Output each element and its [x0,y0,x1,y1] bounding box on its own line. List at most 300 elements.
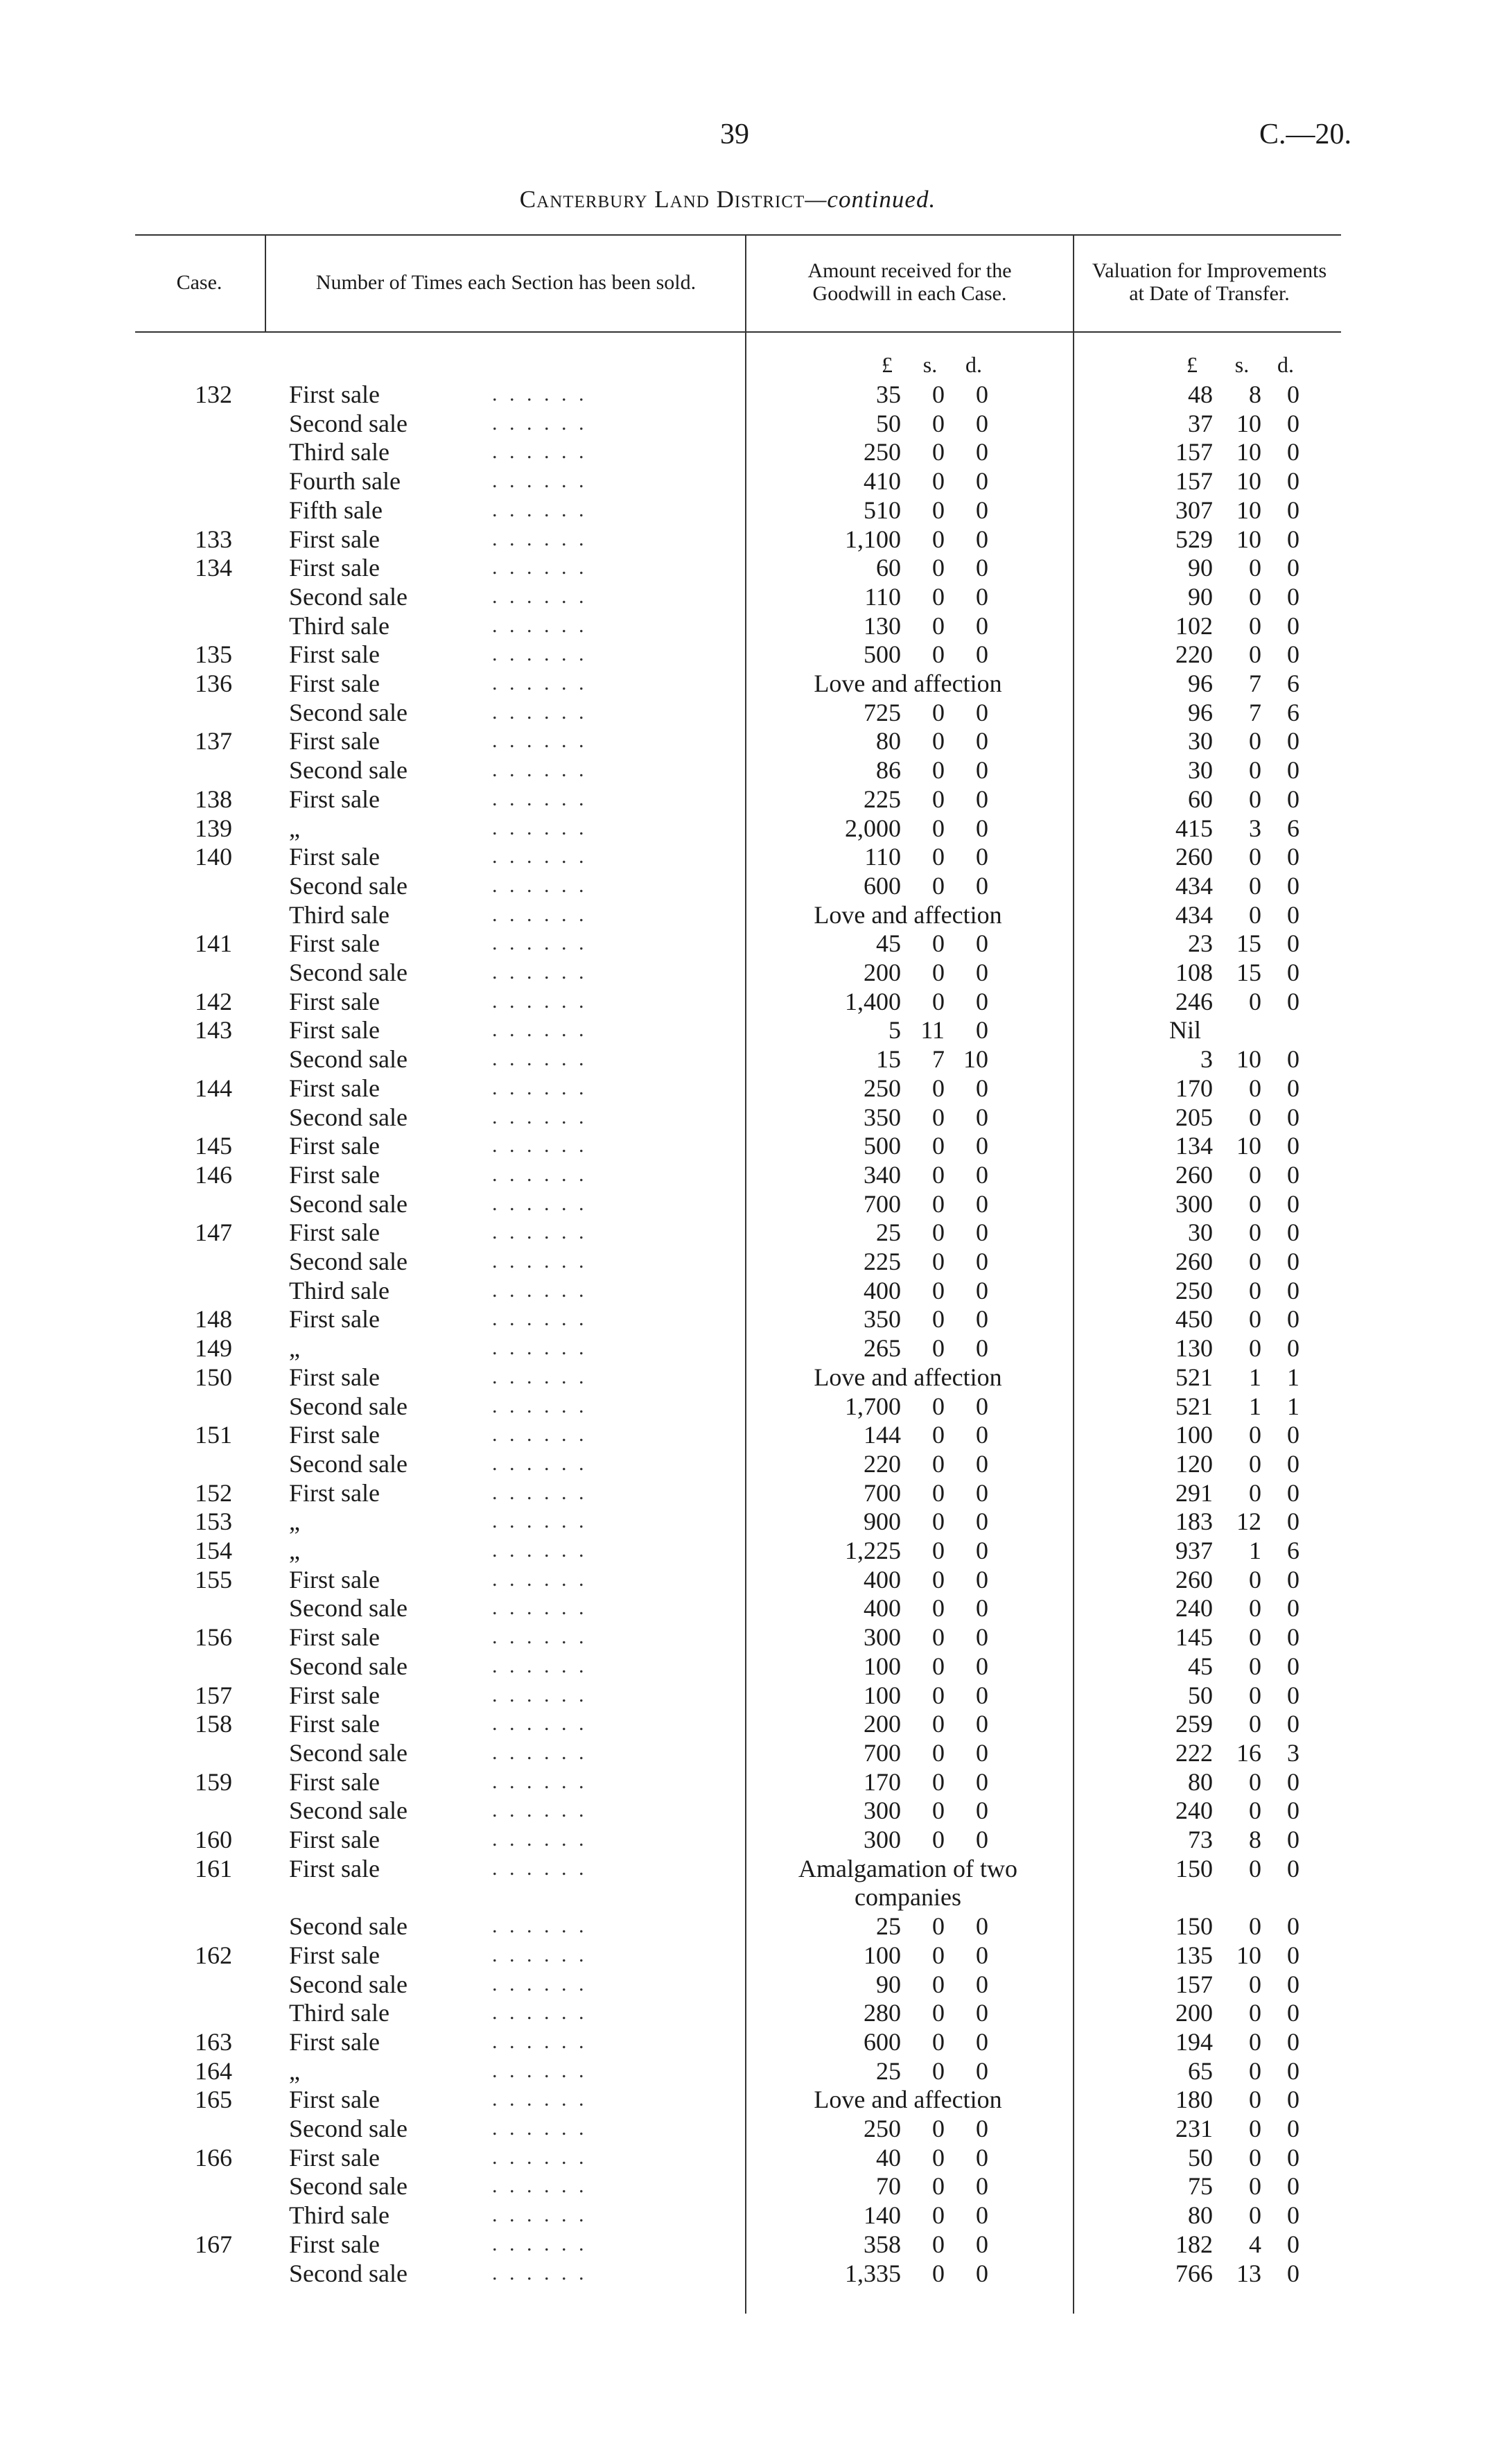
valuation-pence: 0 [1287,2115,1299,2142]
leader-dots: . . . . . . [492,903,588,926]
table-row [0,1593,1506,1623]
amount-pence: 0 [976,785,988,813]
amount-shillings: 0 [932,872,945,900]
valuation-pence: 6 [1287,1537,1299,1564]
amount-pence: 0 [976,467,988,495]
leader-dots: . . . . . . [492,2262,588,2284]
valuation-shillings: 0 [1249,1681,1261,1709]
valuation-shillings: 0 [1249,2086,1261,2113]
amount-pence: 0 [976,1537,988,1564]
valuation-pence: 0 [1287,1999,1299,2027]
leader-dots: . . . . . . [492,2146,588,2169]
valuation-shillings: 0 [1249,2028,1261,2056]
valuation-shillings: 10 [1236,1941,1261,1969]
valuation-shillings: 0 [1249,583,1261,611]
valuation-shillings: 0 [1249,612,1261,640]
amount-text: Love and affection [814,1363,1002,1391]
sale-label: Third sale [289,1999,389,2027]
amount-shillings: 0 [932,467,945,495]
sale-label: First sale [289,1016,380,1044]
amount-pounds: 1,335 [845,2260,901,2287]
leader-dots: . . . . . . [492,1914,588,1937]
amount-pence: 0 [976,583,988,611]
valuation-pounds: 3 [1200,1045,1213,1073]
valuation-pounds: 102 [1175,612,1213,640]
table-row [0,380,1506,409]
case-number: 133 [195,525,232,553]
amount-pence: 0 [976,1479,988,1507]
sale-label: Second sale [289,1103,408,1131]
valuation-pounds-unit: £ [1187,352,1198,377]
sale-label: First sale [289,2230,380,2258]
amount-pounds: 400 [864,1566,901,1593]
valuation-pounds: 170 [1175,1074,1213,1102]
valuation-pence: 1 [1287,1392,1299,1420]
leader-dots: . . . . . . [492,1596,588,1619]
sale-label: Second sale [289,699,408,726]
page-number: 39 [720,119,749,150]
leader-dots: . . . . . . [492,787,588,810]
valuation-shillings: 0 [1249,727,1261,755]
valuation-shillings: 0 [1249,1421,1261,1449]
table-row [0,1131,1506,1160]
table-row [0,958,1506,987]
table-row [0,496,1506,525]
table-row [0,466,1506,496]
valuation-pounds: 135 [1175,1941,1213,1969]
case-number: 155 [195,1566,232,1593]
amount-pounds: 410 [864,467,901,495]
amount-pence: 0 [976,1941,988,1969]
valuation-pounds: 37 [1188,410,1213,437]
leader-dots: . . . . . . [492,845,588,868]
amount-pence: 0 [976,2201,988,2229]
case-number: 167 [195,2230,232,2258]
sale-label: Third sale [289,438,389,466]
table-row [0,1218,1506,1247]
valuation-shillings: 0 [1249,1652,1261,1680]
valuation-pounds: 200 [1175,1999,1213,2027]
amount-pence: 0 [976,1797,988,1824]
amount-pounds: 100 [864,1941,901,1969]
amount-pence: 0 [976,1074,988,1102]
amount-pence: 0 [976,1710,988,1738]
table-row [0,1854,1506,1883]
valuation-shillings: 1 [1249,1392,1261,1420]
table-row [0,755,1506,785]
sale-label: First sale [289,1566,380,1593]
amount-pence: 0 [976,1652,988,1680]
sale-label: First sale [289,1941,380,1969]
amount-pounds: 700 [864,1190,901,1218]
valuation-pence: 0 [1287,1103,1299,1131]
leader-dots: . . . . . . [492,1163,588,1186]
leader-dots: . . . . . . [492,1539,588,1562]
valuation-shillings: 0 [1249,1161,1261,1189]
table-row [0,2201,1506,2230]
valuation-pence: 0 [1287,554,1299,582]
case-number: 138 [195,785,232,813]
leader-dots: . . . . . . [492,2001,588,2024]
valuation-shillings: 4 [1249,2230,1261,2258]
sale-label: Second sale [289,756,408,784]
amount-pounds: 220 [864,1450,901,1478]
table-row [0,1304,1506,1334]
amount-pounds: 280 [864,1999,901,2027]
amount-shillings: 0 [932,1594,945,1622]
table-row [0,553,1506,582]
table-row [0,1363,1506,1392]
case-number: 159 [195,1768,232,1796]
case-number: 148 [195,1305,232,1333]
amount-pounds: 250 [864,2115,901,2142]
valuation-shillings: 15 [1236,959,1261,986]
valuation-pounds: 48 [1188,381,1213,408]
valuation-pence: 0 [1287,640,1299,668]
valuation-pounds: 96 [1188,699,1213,726]
amount-pounds: 358 [864,2230,901,2258]
amount-pence: 0 [976,1450,988,1478]
leader-dots: . . . . . . [492,556,588,579]
valuation-pounds: 246 [1175,988,1213,1015]
amount-pence: 0 [976,1508,988,1535]
leader-dots: . . . . . . [492,1828,588,1851]
sale-label: „ [289,1508,300,1535]
valuation-shillings: 13 [1236,2260,1261,2287]
valuation-shillings: 16 [1236,1739,1261,1767]
amount-shillings: 0 [932,756,945,784]
table-row [0,1420,1506,1449]
table-row [0,1623,1506,1652]
leader-dots: . . . . . . [492,2088,588,2111]
valuation-pounds: 220 [1175,640,1213,668]
table-row [0,900,1506,929]
valuation-shillings: 0 [1249,1305,1261,1333]
amount-shillings: 0 [932,988,945,1015]
case-number: 142 [195,988,232,1015]
amount-pence: 0 [976,1566,988,1593]
valuation-shillings: 0 [1249,1334,1261,1362]
amount-pounds: 90 [876,1971,901,1998]
sale-label: Second sale [289,1739,408,1767]
valuation-shillings: 0 [1249,1768,1261,1796]
amount-shillings: 0 [932,1277,945,1304]
table-row [0,1796,1506,1825]
sale-label: First sale [289,1161,380,1189]
amount-pounds: 900 [864,1508,901,1535]
leader-dots: . . . . . . [492,2174,588,2197]
sale-label: Second sale [289,1392,408,1420]
amount-pounds: 500 [864,640,901,668]
amount-pounds: 170 [864,1768,901,1796]
valuation-pounds: 222 [1175,1739,1213,1767]
table-row [0,437,1506,466]
valuation-shillings: 0 [1249,1912,1261,1940]
amount-shillings: 0 [932,1508,945,1535]
amount-pence: 0 [976,1132,988,1160]
table-row [0,611,1506,640]
valuation-pence: 0 [1287,1045,1299,1073]
leader-dots: . . . . . . [492,1452,588,1475]
leader-dots: . . . . . . [492,758,588,781]
valuation-pence: 0 [1287,727,1299,755]
table-row [0,640,1506,669]
valuation-pounds: 150 [1175,1855,1213,1882]
valuation-pounds: 96 [1188,670,1213,697]
amount-pence: 0 [976,1681,988,1709]
valuation-shillings-unit: s. [1234,352,1250,377]
valuation-pounds: 60 [1188,785,1213,813]
amount-shillings: 0 [932,612,945,640]
amount-shillings-unit: s. [922,352,938,377]
sale-label: Second sale [289,2172,408,2200]
leader-dots: . . . . . . [492,1336,588,1359]
valuation-shillings: 0 [1249,1710,1261,1738]
amount-shillings: 0 [932,1971,945,1998]
sale-label: Second sale [289,583,408,611]
valuation-pounds: 307 [1175,496,1213,524]
valuation-pounds: 73 [1188,1826,1213,1853]
amount-pounds: 100 [864,1652,901,1680]
sale-label: „ [289,1334,300,1362]
amount-shillings: 0 [932,1218,945,1246]
amount-shillings: 0 [932,2028,945,2056]
valuation-pence: 0 [1287,2172,1299,2200]
amount-pounds: 250 [864,1074,901,1102]
valuation-shillings: 10 [1236,467,1261,495]
valuation-pounds: 434 [1175,872,1213,900]
leader-dots: . . . . . . [492,1799,588,1821]
case-number: 149 [195,1334,232,1362]
table-row [0,1103,1506,1132]
table-title [416,186,1040,213]
column-divider-1 [265,234,266,333]
valuation-pence: 0 [1287,1826,1299,1853]
amount-pounds: 1,225 [845,1537,901,1564]
amount-shillings: 0 [932,2115,945,2142]
case-number: 141 [195,929,232,957]
leader-dots: . . . . . . [492,383,588,405]
amount-pounds: 200 [864,959,901,986]
table-row [0,1392,1506,1421]
amount-pounds: 200 [864,1710,901,1738]
sale-label: „ [289,1537,300,1564]
table-row [0,1998,1506,2027]
valuation-shillings: 10 [1236,410,1261,437]
case-number: 145 [195,1132,232,1160]
valuation-pounds: 80 [1188,1768,1213,1796]
sale-label: Second sale [289,1248,408,1275]
valuation-shillings: 10 [1236,438,1261,466]
sale-label: Second sale [289,2115,408,2142]
valuation-shillings: 1 [1249,1537,1261,1564]
valuation-pence: 0 [1287,1855,1299,1882]
leader-dots: . . . . . . [492,2030,588,2053]
leader-dots: . . . . . . [492,1741,588,1764]
amount-pounds: 1,400 [845,988,901,1015]
sale-label: Third sale [289,1277,389,1304]
valuation-pounds: 30 [1188,727,1213,755]
valuation-pounds: 300 [1175,1190,1213,1218]
valuation-pence: 0 [1287,1161,1299,1189]
amount-shillings: 0 [932,1941,945,1969]
valuation-pounds: 240 [1175,1797,1213,1824]
amount-pounds: 300 [864,1623,901,1651]
amount-shillings: 0 [932,2201,945,2229]
valuation-pence: 0 [1287,872,1299,900]
valuation-pounds: 180 [1175,2086,1213,2113]
valuation-pounds: 134 [1175,1132,1213,1160]
valuation-pence: 0 [1287,1334,1299,1362]
sale-label: Second sale [289,959,408,986]
amount-pence: 0 [976,2230,988,2258]
valuation-pence: 0 [1287,2260,1299,2287]
sale-label: Third sale [289,2201,389,2229]
table-row [0,1478,1506,1508]
valuation-pence: 6 [1287,670,1299,697]
valuation-shillings: 0 [1249,1971,1261,1998]
table-row [0,2085,1506,2114]
sale-label: First sale [289,1710,380,1738]
sale-label: First sale [289,1132,380,1160]
valuation-shillings: 0 [1249,2144,1261,2172]
valuation-shillings: 3 [1249,814,1261,842]
amount-shillings: 0 [932,2260,945,2287]
table-row [0,2027,1506,2056]
leader-dots: . . . . . . [492,874,588,897]
sale-label: Second sale [289,1797,408,1824]
valuation-pounds: 182 [1175,2230,1213,2258]
sale-label: Third sale [289,901,389,929]
sale-label: First sale [289,988,380,1015]
sale-label: Fourth sale [289,467,401,495]
leader-dots: . . . . . . [492,2117,588,2140]
valuation-pence: 0 [1287,496,1299,524]
table-row [0,1767,1506,1797]
amount-text: Love and affection [814,2086,1002,2113]
amount-pence: 0 [976,2028,988,2056]
amount-shillings: 0 [932,1421,945,1449]
table-row [0,1276,1506,1305]
amount-shillings: 0 [932,2172,945,2200]
amount-pounds: 600 [864,872,901,900]
amount-shillings: 0 [932,1652,945,1680]
amount-pence: 0 [976,1971,988,1998]
amount-pounds: 265 [864,1334,901,1362]
valuation-shillings: 10 [1236,525,1261,553]
valuation-pence: 0 [1287,1305,1299,1333]
sale-label: First sale [289,1479,380,1507]
valuation-shillings: 7 [1249,699,1261,726]
valuation-pence: 0 [1287,1566,1299,1593]
header-times-sold: Number of Times each Section has been sold. [315,270,697,294]
table-row [0,987,1506,1016]
valuation-pounds: 240 [1175,1594,1213,1622]
valuation-pence: 0 [1287,959,1299,986]
valuation-pence: 0 [1287,1421,1299,1449]
amount-pence: 0 [976,438,988,466]
valuation-pence: 0 [1287,1277,1299,1304]
amount-pence: 0 [976,1594,988,1622]
case-number: 154 [195,1537,232,1564]
case-number: 137 [195,727,232,755]
valuation-shillings: 10 [1236,496,1261,524]
leader-dots: . . . . . . [492,1943,588,1966]
valuation-pence: 0 [1287,1941,1299,1969]
case-number: 156 [195,1623,232,1651]
valuation-shillings: 0 [1249,843,1261,871]
valuation-pence: 0 [1287,1623,1299,1651]
case-number: 151 [195,1421,232,1449]
valuation-shillings: 0 [1249,872,1261,900]
sale-label: Second sale [289,2260,408,2287]
sale-label: First sale [289,1768,380,1796]
table-row [0,1738,1506,1767]
amount-pounds: 40 [876,2144,901,2172]
table-row [0,1507,1506,1536]
table-row [0,669,1506,698]
amount-shillings: 0 [932,1161,945,1189]
leader-dots: . . . . . . [492,961,588,984]
amount-shillings: 0 [932,1999,945,2027]
table-row [0,1970,1506,1999]
sale-label: First sale [289,1074,380,1102]
table-row [0,1045,1506,1074]
valuation-pounds: 250 [1175,1277,1213,1304]
valuation-pence: 0 [1287,1074,1299,1102]
valuation-pence: 3 [1287,1739,1299,1767]
amount-pence: 0 [976,1999,988,2027]
valuation-shillings: 1 [1249,1363,1261,1391]
amount-pence: 0 [976,929,988,957]
valuation-shillings: 0 [1249,2172,1261,2200]
leader-dots: . . . . . . [492,1221,588,1243]
amount-shillings: 0 [932,410,945,437]
valuation-pounds: 450 [1175,1305,1213,1333]
leader-dots: . . . . . . [492,527,588,550]
amount-pounds: 340 [864,1161,901,1189]
amount-shillings: 0 [932,2230,945,2258]
valuation-shillings: 0 [1249,988,1261,1015]
leader-dots: . . . . . . [492,1654,588,1677]
valuation-shillings: 8 [1249,381,1261,408]
amount-pence: 0 [976,1421,988,1449]
header-bottom-rule [135,331,1341,333]
valuation-pounds: 521 [1175,1392,1213,1420]
valuation-pence: 0 [1287,2086,1299,2113]
valuation-shillings: 0 [1249,901,1261,929]
sale-label: First sale [289,929,380,957]
leader-dots: . . . . . . [492,729,588,752]
amount-pence: 0 [976,1190,988,1218]
leader-dots: . . . . . . [492,1192,588,1215]
amount-pence: 0 [976,1277,988,1304]
amount-shillings: 0 [932,785,945,813]
amount-shillings: 0 [932,554,945,582]
sale-label: Fifth sale [289,496,383,524]
valuation-pounds: 90 [1188,554,1213,582]
table-row [0,698,1506,727]
amount-shillings: 0 [932,1797,945,1824]
case-number: 158 [195,1710,232,1738]
table-row [0,1709,1506,1738]
amount-shillings: 0 [932,496,945,524]
header-amount-goodwill: Amount received for the Goodwill in each Case. [807,259,1012,305]
leader-dots: . . . . . . [492,1250,588,1273]
amount-pounds: 300 [864,1797,901,1824]
leader-dots: . . . . . . [492,2233,588,2255]
amount-pence: 0 [976,699,988,726]
